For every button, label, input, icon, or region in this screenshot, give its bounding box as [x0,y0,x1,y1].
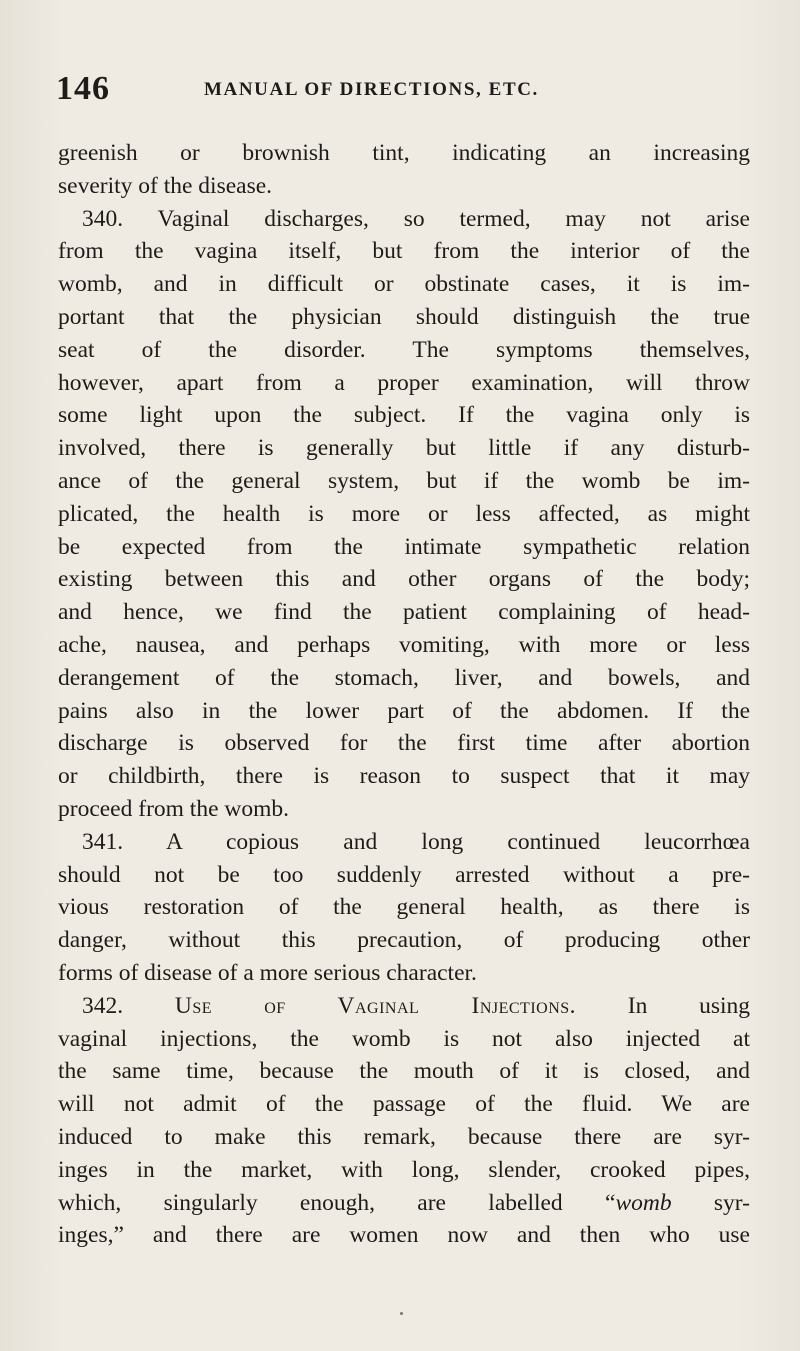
section-number: 342. [82,992,124,1019]
section-heading: Use of Vaginal Injections. [174,992,577,1019]
text-line: severity of the disease. [58,172,273,199]
text-line: greenish or brownish tint, indicating an increasing [58,140,750,166]
text-line: be expected from the intimate sympathetic relation [58,533,750,560]
italic-word: womb [615,1189,672,1216]
text-line: inges in the market, with long, slender, crooked pipes, [58,1156,750,1183]
text-line: pains also in the lower part of the abdomen. If the [58,697,750,724]
text-line: womb, and in difficult or obstinate cases, it is im- [58,271,750,298]
text-line: ance of the general system, but if the womb be im- [58,467,750,494]
text-line: vaginal injections, the womb is not also injected at [58,1025,750,1052]
text-line: existing between this and other organs of the body; [58,566,750,593]
text-line: vious restoration of the general health, as there is [58,894,750,921]
text-line: inges,” and there are women now and then who use [58,1222,750,1249]
running-title: MANUAL OF DIRECTIONS, ETC. [204,79,539,100]
running-head [56,70,746,110]
text-line: which, singularly enough, are labelled “womb syr- [58,1189,750,1216]
text-line: plicated, the health is more or less affected, as might [58,500,750,527]
text-line: however, apart from a proper examination, will throw [58,369,750,396]
text-line: danger, without this precaution, of producing other [58,927,750,954]
text-line: discharge is observed for the first time after abortion [58,730,750,757]
text-line: derangement of the stomach, liver, and bowels, and [58,664,750,691]
line-tail-text: syr- [671,1189,750,1216]
text-line: proceed from the womb. [58,795,290,822]
text-line: should not be too suddenly arrested without a pre- [58,861,750,888]
line-start-text: which, singularly enough, are labelled [58,1189,563,1216]
text-line: involved, there is generally but little if any disturb- [58,435,750,462]
text-line: from the vagina itself, but from the interior of the [58,238,750,265]
text-line: some light upon the subject. If the vagina only is [58,402,750,429]
section-first-line-text: In using [627,992,751,1019]
text-line: ache, nausea, and perhaps vomiting, with more or less [58,631,750,658]
paragraph-340-start: 340. Vaginal discharges, so termed, may not arise [82,205,750,232]
text-line: will not admit of the passage of the fluid. We are [58,1091,750,1118]
text-line: forms of disease of a more serious character. [58,959,477,986]
body-text [58,137,750,1252]
text-line: and hence, we find the patient complaining of head- [58,599,750,626]
paragraph-342-start [58,990,750,1023]
text-line: the same time, because the mouth of it is closed, and [58,1058,750,1085]
ink-speck [400,1312,403,1315]
text-line: seat of the disorder. The symptoms themselves, [58,336,750,363]
paragraph-341-start: 341. A copious and long continued leucorrhœa [82,828,750,855]
text-line: portant that the physician should distinguish the true [58,303,750,330]
text-line: induced to make this remark, because there are syr- [58,1123,750,1150]
page-number: 146 [56,70,110,107]
text-line: or childbirth, there is reason to suspect that it may [58,763,750,790]
